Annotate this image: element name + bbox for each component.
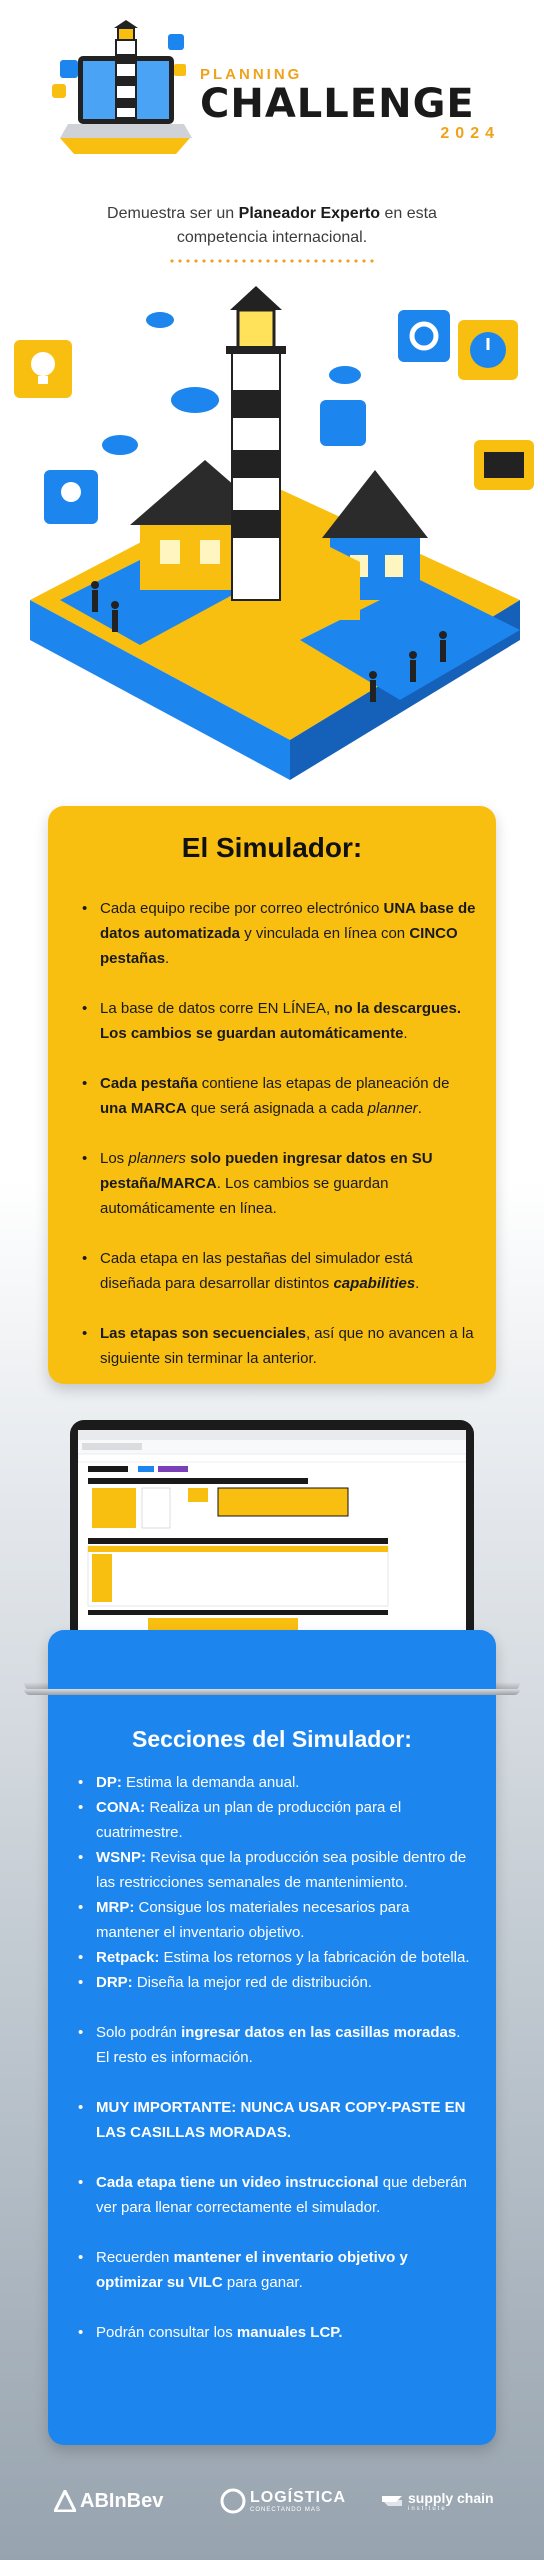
list-item-text: Consigue los materiales necesarios para mantener el inventario objetivo. xyxy=(96,1899,410,1941)
list-item xyxy=(76,1945,476,1970)
puzzle-piece-idea xyxy=(44,470,98,524)
tagline-pre: Demuestra ser un xyxy=(107,205,239,222)
year-label: 2024 xyxy=(440,125,500,142)
list-item-text: una MARCA xyxy=(100,1100,187,1117)
list-item xyxy=(80,1321,476,1371)
dotted-divider xyxy=(168,259,376,263)
secciones-list xyxy=(76,1770,476,2345)
list-item-text: Diseña la mejor red de distribución. xyxy=(132,1974,372,1991)
scm-logo xyxy=(380,2486,494,2516)
list-item-text: Las etapas son secuenciales xyxy=(100,1325,306,1342)
list-item xyxy=(76,1795,476,1845)
list-item-text: . xyxy=(415,1275,420,1292)
list-item-text: capabilities xyxy=(333,1275,416,1292)
logistica-sub: CONECTANDO MAS xyxy=(250,2507,321,2513)
list-item-text: Cada etapa tiene un video instruccional xyxy=(96,2174,379,2191)
list-item-text: DP: xyxy=(96,1774,122,1791)
list-item-text: . Los cambios se guardan automáticamente en línea. xyxy=(100,1175,389,1217)
list-item xyxy=(80,896,476,971)
list-item xyxy=(76,1770,476,1795)
abinbev-label: ABInBev xyxy=(80,2489,164,2512)
logistica-logo xyxy=(220,2486,346,2516)
list-item-text: ingresar datos en las casillas moradas xyxy=(181,2024,457,2041)
list-item xyxy=(76,1970,476,1995)
secciones-card xyxy=(48,1630,496,2445)
list-item-text: Cada equipo recibe por correo electrónico xyxy=(100,900,384,917)
list-item-text: CINCO pestañas xyxy=(100,925,458,967)
list-item xyxy=(80,1071,476,1121)
list-item-text: MRP: xyxy=(96,1899,135,1916)
list-item xyxy=(80,1246,476,1296)
scm-sub: institute xyxy=(408,2506,447,2512)
list-item-text: DRP: xyxy=(96,1974,133,1991)
tagline xyxy=(60,202,484,250)
list-item-text: Realiza un plan de producción para el cuatrimestre. xyxy=(96,1799,402,1841)
list-item xyxy=(76,1895,476,1945)
simulador-list xyxy=(80,896,476,1396)
list-item-text: Los xyxy=(100,1150,129,1167)
lighthouse-city-illustration xyxy=(0,280,544,790)
challenge-title-block xyxy=(200,66,520,143)
list-item-text: Estima la demanda anual. xyxy=(121,1774,300,1791)
list-item-text: Retpack: xyxy=(96,1949,160,1966)
scm-label: supply chain xyxy=(408,2490,494,2506)
tagline-post: en esta competencia internacional. xyxy=(176,205,437,246)
logistica-mark-icon xyxy=(220,2488,246,2514)
abinbev-mark-icon xyxy=(54,2490,76,2512)
planning-label: PLANNING xyxy=(200,66,303,83)
abinbev-logo xyxy=(54,2486,163,2516)
list-item-text: planner xyxy=(367,1100,418,1117)
list-item-text: que será asignada a cada xyxy=(186,1100,368,1117)
laptop-base-overlay xyxy=(24,1689,520,1695)
list-item-text: y vinculada en línea con xyxy=(240,925,410,942)
list-item-text: , así que no avancen a la siguiente sin terminar la anterior. xyxy=(100,1325,474,1367)
lighthouse xyxy=(226,286,286,600)
list-item xyxy=(76,2020,476,2070)
scm-mark-icon xyxy=(380,2490,404,2512)
list-item xyxy=(80,1146,476,1221)
list-item-text: que deberán ver para llenar correctamente el simulador. xyxy=(96,2174,467,2216)
list-item-text: contiene las etapas de planeación de xyxy=(197,1075,450,1092)
list-item-text: . xyxy=(403,1025,408,1042)
list-item-text: manuales LCP. xyxy=(236,2324,343,2341)
list-item-text: La base de datos corre EN LÍNEA, xyxy=(100,1000,335,1017)
list-item-text: mantener el inventario objetivo y optimizar su VILC xyxy=(96,2249,408,2291)
list-item-text: . El resto es información. xyxy=(96,2024,461,2066)
list-item-text: Cada pestaña xyxy=(100,1075,198,1092)
lighthouse-laptop-logo-icon xyxy=(50,20,200,155)
list-item-text: para ganar. xyxy=(222,2274,303,2291)
logistica-label: LOGÍSTICA xyxy=(250,2489,347,2506)
secciones-title: Secciones del Simulador: xyxy=(132,1726,412,1752)
list-item xyxy=(76,2095,476,2145)
list-item-text: no la descargues. Los cambios se guardan automáticamente xyxy=(100,1000,462,1042)
list-item-text: WSNP: xyxy=(96,1849,146,1866)
list-item-text: . xyxy=(417,1100,422,1117)
list-item xyxy=(80,996,476,1046)
puzzle-piece-chart xyxy=(474,440,534,490)
list-item-text: Estima los retornos y la fabricación de botella. xyxy=(159,1949,470,1966)
list-item-text: CONA: xyxy=(96,1799,146,1816)
tagline-bold: Planeador Experto xyxy=(238,205,381,222)
puzzle-piece-gear xyxy=(398,310,450,362)
list-item-text: planners xyxy=(128,1150,186,1167)
list-item xyxy=(76,2320,476,2345)
list-item-text: Podrán consultar los xyxy=(96,2324,237,2341)
list-item xyxy=(76,2170,476,2220)
list-item-text: Solo podrán xyxy=(96,2024,182,2041)
list-item-text: Cada etapa en las pestañas del simulador está diseñada para desarrollar distintos xyxy=(100,1250,413,1292)
list-item-text: solo pueden ingresar datos en SU pestaña/MARCA xyxy=(100,1150,433,1192)
list-item-text: MUY IMPORTANTE: NUNCA USAR COPY-PASTE EN LAS CASILLAS MORADAS. xyxy=(96,2099,466,2141)
puzzle-piece-blue-small xyxy=(320,400,366,446)
list-item-text: Recuerden xyxy=(96,2249,174,2266)
list-item-text: UNA base de datos automatizada xyxy=(100,900,476,942)
list-item xyxy=(76,1845,476,1895)
challenge-title: CHALLENGE xyxy=(200,81,475,127)
simulador-title: El Simulador: xyxy=(181,832,363,863)
list-item xyxy=(76,2245,476,2295)
list-item-text: Revisa que la producción sea posible dentro de las restricciones semanales de mantenimiento. xyxy=(96,1849,467,1891)
simulador-card xyxy=(48,806,496,1384)
header xyxy=(0,0,544,180)
puzzle-piece-lightbulb xyxy=(14,340,72,398)
list-item-text: . xyxy=(165,950,170,967)
puzzle-piece-clock xyxy=(458,320,518,380)
